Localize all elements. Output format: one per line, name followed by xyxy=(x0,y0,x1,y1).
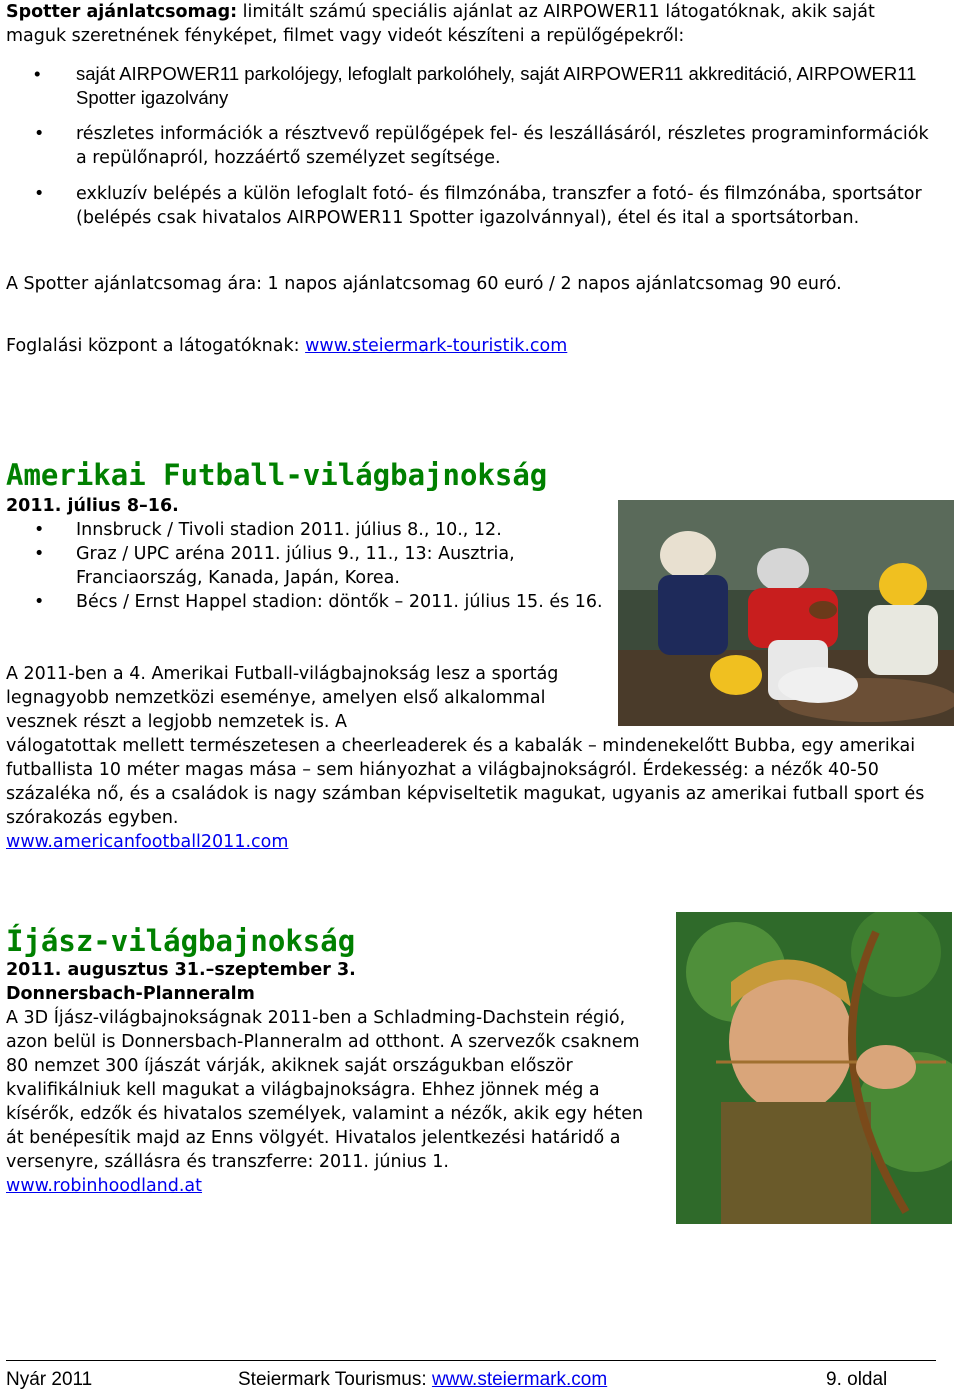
footer-brand: Steiermark Tourismus: www.steiermark.com xyxy=(238,1369,608,1390)
footer-divider xyxy=(6,1360,936,1361)
bullet: • xyxy=(34,592,45,612)
football-body-top: A 2011-ben a 4. Amerikai Futball-világbajnokság lesz a sportág legnagyobb nemzetközi eseménye, amelyen első alkalommal vesznek részt a legjobb nemzetek is. A xyxy=(6,664,559,732)
list-item: • Graz / UPC aréna 2011. július 9., 11., 13: Ausztria, Franciaország, Kanada, Japán, Korea. xyxy=(34,544,515,588)
bullet: • xyxy=(34,124,45,144)
spotter-price: A Spotter ajánlatcsomag ára: 1 napos ajánlatcsomag 60 euró / 2 napos ajánlatcsomag 90 euró. xyxy=(6,274,842,294)
spotter-heading: Spotter ajánlatcsomag: xyxy=(6,2,238,22)
list-item: • Innsbruck / Tivoli stadion 2011. július 8., 10., 12. xyxy=(34,520,502,540)
archery-place: Donnersbach-Planneralm xyxy=(6,984,255,1004)
archer-image xyxy=(676,912,952,1224)
football-players-image xyxy=(618,500,954,726)
spotter-intro xyxy=(6,0,936,48)
archery-date: 2011. augusztus 31.–szeptember 3. xyxy=(6,960,356,980)
footer-link[interactable]: www.steiermark.com xyxy=(431,1369,608,1390)
page-number: 9. oldal xyxy=(826,1369,888,1390)
football-body-rest: válogatottak mellett természetesen a cheerleaderek és a kabalák – mindenekelőtt Bubba, egy amerikai futballista 10 méter magas mása – sem hiányozhat a világbajnokságról. Érdekesség: a nézők 40-50 százaléka nő, és a családok is nagy számban képviseltetik magukat, ugyanis az amerikai futball sport és szórakozás egyben. www.americanfootball2011.com xyxy=(6,736,925,852)
football-title: Amerikai Futball-világbajnokság xyxy=(6,458,548,492)
bullet: • xyxy=(34,520,45,540)
list-item: • részletes információk a résztvevő repülőgépek fel- és leszállásáról, részletes programinformációk a repülőnapról, hozzáértő személyzet segítsége. xyxy=(34,124,929,168)
list-item: • exkluzív belépés a külön lefoglalt fotó- és filmzónába, transzfer a fotó- és filmzónába, sportsátor (belépés csak hivatalos AIRPOWER11 Spotter igazolvánnyal), étel és ital a sportsátorban. xyxy=(34,184,922,228)
spotter-intro-text: limitált számú speciális ajánlat az AIRPOWER11 látogatóknak, akik saját maguk szeretnének fényképet, filmet vagy videót készíteni a repülőgépekről: xyxy=(6,2,875,46)
football-venues xyxy=(6,518,606,614)
archery-link[interactable]: www.robinhoodland.at xyxy=(6,1176,203,1196)
list-item: • Bécs / Ernst Happel stadion: döntők – 2011. július 15. és 16. xyxy=(34,592,603,612)
footer-season: Nyár 2011 xyxy=(6,1369,93,1390)
booking-label: Foglalási központ a látogatóknak: xyxy=(6,336,306,356)
spotter-list xyxy=(6,62,936,242)
bullet: • xyxy=(34,184,45,204)
football-photo xyxy=(618,500,954,726)
archer-photo xyxy=(676,912,952,1224)
bullet: • xyxy=(34,544,45,564)
football-date: 2011. július 8–16. xyxy=(6,496,179,516)
list-item: • saját AIRPOWER11 parkolójegy, lefoglalt parkolóhely, saját AIRPOWER11 akkreditáció, AIRPOWER11 Spotter igazolvány xyxy=(34,63,917,108)
archery-body: A 3D Íjász-világbajnokságnak 2011-ben a Schladming-Dachstein régió, azon belül is Donnersbach-Planneralm ad otthont. A szervezők csaknem 80 nemzet 300 íjászát várják, akiknek saját országukban először kvalifikálniuk kell magukat a világbajnokságra. Ehhez jönnek még a kísérők, edzők és hivatalos személyek, valamint a nézők, akik egy héten át benépesítik majd az Enns völgyét. Hivatalos jelentkezési határidő a versenyre, szállásra és transzferre: 2011. június 1. www.robinhoodland.at xyxy=(6,1008,644,1196)
archery-title: Íjász-világbajnokság xyxy=(6,924,356,958)
bullet: • xyxy=(34,63,41,84)
booking-line xyxy=(6,334,936,358)
booking-link[interactable]: www.steiermark-touristik.com xyxy=(305,336,568,356)
football-link[interactable]: www.americanfootball2011.com xyxy=(6,832,289,852)
